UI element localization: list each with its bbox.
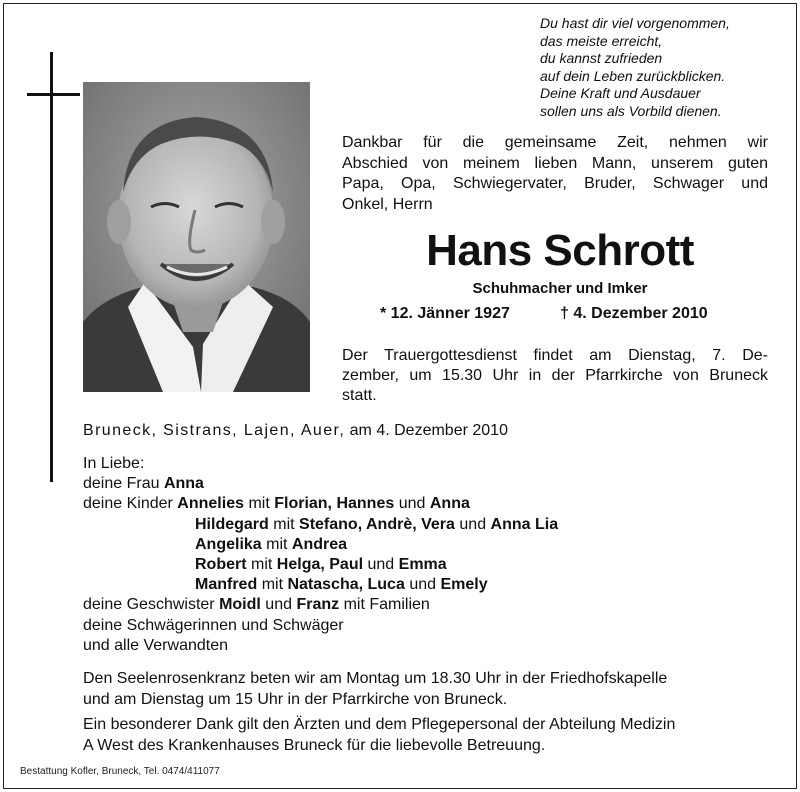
child-family: Natascha, Luca: [287, 576, 405, 594]
intro-line: Onkel, Herrn: [342, 195, 433, 213]
child-family: Florian, Hannes: [274, 495, 395, 513]
poem-line: Deine Kraft und Ausdauer: [540, 85, 701, 102]
family-child: [83, 494, 783, 514]
thanks-line: Ein besonderer Dank gilt den Ärzten und dem Pflegepersonal der Abteilung Medizin: [83, 716, 676, 733]
family-child: [83, 515, 783, 535]
child-with: mit: [273, 515, 295, 533]
rosary-line: und am Dienstag um 15 Uhr in der Pfarrkirche von Bruneck.: [83, 690, 508, 708]
child-family: Stefano, Andrè, Vera: [299, 515, 455, 533]
child-name: Annelies: [177, 495, 244, 513]
family-heading: In Liebe:: [83, 455, 145, 472]
child-and: und: [409, 576, 437, 594]
child-with: mit: [261, 576, 284, 594]
intro-line: Papa, Opa, Schwiegervater, Bruder, Schwager und: [342, 175, 768, 192]
birth-date: * 12. Jänner 1927: [380, 305, 510, 322]
family-child: [83, 535, 783, 555]
deceased-profession: Schuhmacher und Imker: [472, 280, 648, 297]
siblings-suffix: mit Familien: [343, 596, 430, 614]
service-line: zember, um 15.30 Uhr in der Pfarrkirche von Bruneck: [342, 367, 768, 384]
siblings-prefix: deine Geschwister: [83, 596, 215, 614]
child-and: und: [398, 495, 426, 513]
service-line: Der Trauergottesdienst findet am Dienstag, 7. De-: [342, 347, 768, 364]
child-family-last: Anna Lia: [490, 515, 559, 533]
child-and: und: [367, 555, 395, 573]
thanks-text: [83, 715, 789, 756]
wife-name: Anna: [163, 475, 204, 493]
funeral-service-text: [342, 346, 768, 406]
poem-line: das meiste erreicht,: [540, 32, 663, 49]
poem-line: auf dein Leben zurückblicken.: [540, 67, 726, 84]
sibling-name: Moidl: [219, 596, 261, 614]
thanks-line: A West des Krankenhauses Bruneck für die liebevolle Betreuung.: [83, 736, 546, 754]
family-child: [83, 555, 783, 575]
place-towns: Bruneck, Sistrans, Lajen, Auer,: [83, 422, 346, 439]
siblings-and: und: [265, 596, 292, 614]
poem-line: du kannst zufrieden: [540, 50, 663, 67]
child-family: Andrea: [291, 535, 348, 553]
family-relatives: und alle Verwandten: [83, 636, 228, 654]
child-with: mit: [266, 535, 288, 553]
children-prefix: deine Kinder: [83, 495, 173, 513]
undertaker-credit: Bestattung Kofler, Bruneck, Tel. 0474/411077: [20, 766, 220, 777]
child-family-last: Anna: [429, 495, 470, 513]
deceased-name: Hans Schrott: [426, 226, 694, 275]
rosary-line: Den Seelenrosenkranz beten wir am Montag um 18.30 Uhr in der Friedhofskapelle: [83, 670, 668, 687]
family-wife: [83, 474, 783, 494]
child-family: Helga, Paul: [276, 555, 364, 573]
service-line: statt.: [342, 387, 377, 404]
death-date: † 4. Dezember 2010: [560, 305, 708, 322]
child-family-last: Emely: [440, 576, 488, 594]
portrait-photo: [83, 82, 310, 392]
family-in-laws: deine Schwägerinnen und Schwäger: [83, 616, 344, 634]
poem-line: sollen uns als Vorbild dienen.: [540, 102, 722, 119]
child-with: mit: [248, 495, 270, 513]
sibling-name: Franz: [296, 596, 340, 614]
place-and-date: [83, 422, 508, 440]
child-family-last: Emma: [398, 555, 447, 573]
family-list: [83, 454, 783, 656]
family-siblings: [83, 595, 783, 615]
intro-line: Dankbar für die gemeinsame Zeit, nehmen wir: [342, 134, 768, 151]
rosary-text: [83, 669, 789, 710]
poem-line: Du hast dir viel vorgenommen,: [540, 15, 730, 31]
intro-text: [342, 133, 768, 215]
poem: [540, 15, 790, 121]
child-name: Angelika: [195, 535, 262, 553]
child-with: mit: [251, 555, 273, 573]
child-and: und: [459, 515, 487, 533]
child-name: Robert: [195, 555, 247, 573]
child-name: Hildegard: [195, 515, 269, 533]
family-child: [83, 575, 783, 595]
place-date: am 4. Dezember 2010: [349, 422, 508, 439]
child-name: Manfred: [195, 576, 258, 594]
wife-prefix: deine Frau: [83, 475, 160, 493]
intro-line: Abschied von meinem lieben Mann, unserem guten: [342, 154, 768, 172]
